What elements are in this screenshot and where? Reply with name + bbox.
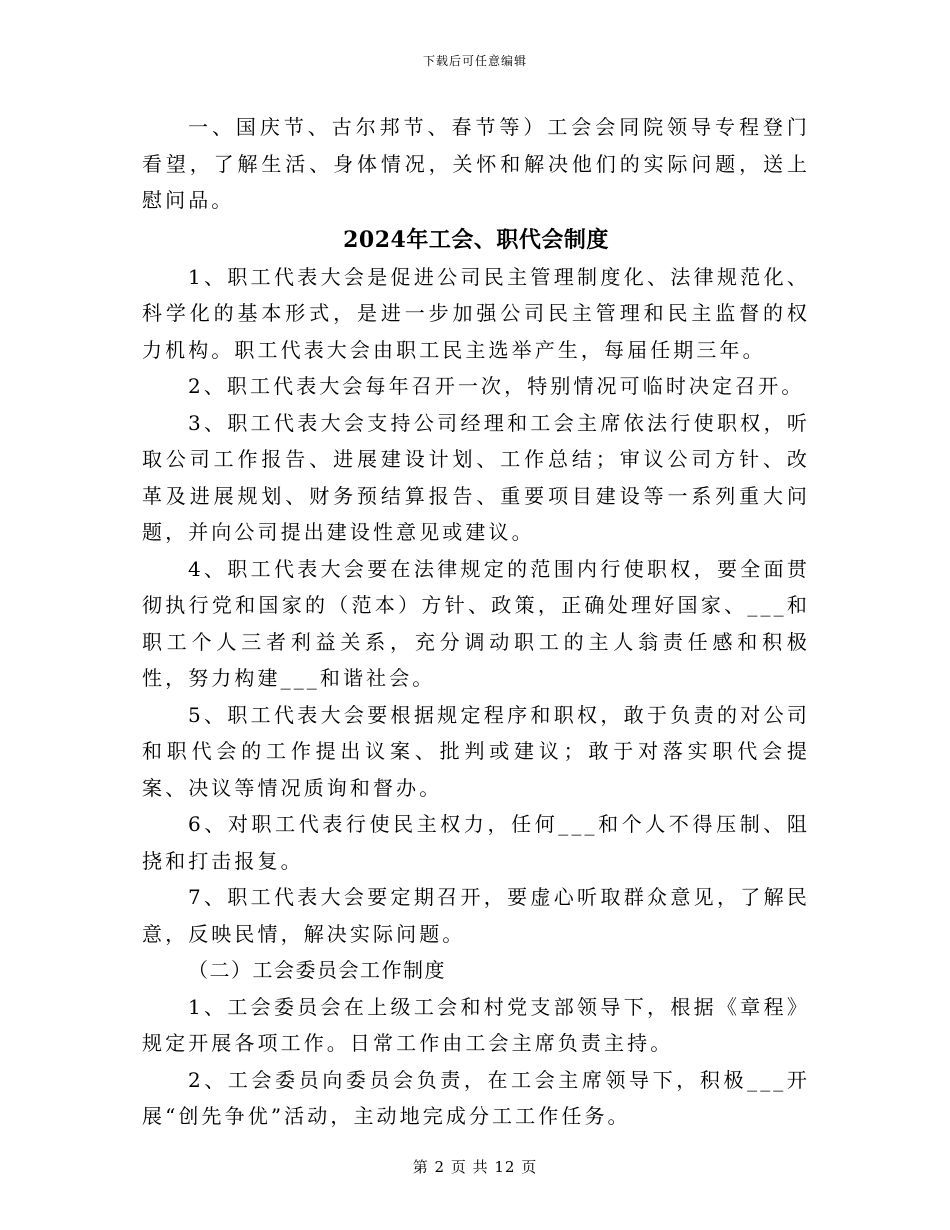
committee-paragraph-1: 1、工会委员会在上级工会和村党支部领导下，根据《章程》规定开展各项工作。日常工作由工会主席负责主持。: [142, 994, 810, 1055]
section-subheading: （二）工会委员会工作制度: [188, 958, 446, 982]
paragraph-6: 6、对职工代表行使民主权力，任何___和个人不得压制、阻挠和打击报复。: [142, 812, 810, 873]
document-body: [142, 109, 810, 1135]
paragraph-2: 2、职工代表大会每年召开一次，特别情况可临时决定召开。: [188, 374, 805, 398]
page-number: 第 2 页 共 12 页: [412, 1158, 538, 1176]
header-note: 下载后可任意编辑: [422, 54, 527, 68]
paragraph-1: 1、职工代表大会是促进公司民主管理制度化、法律规范化、科学化的基本形式，是进一步加强公司民主管理和民主监督的权力机构。职工代表大会由职工民主选举产生，每届任期三年。: [142, 264, 810, 362]
paragraph-4: 4、职工代表大会要在法律规定的范围内行使职权，要全面贯彻执行党和国家的（范本）方针、政策，正确处理好国家、___和职工个人三者利益关系，充分调动职工的主人翁责任感和积极性，努力构建___和谐社会。: [142, 556, 810, 690]
paragraph-5: 5、职工代表大会要根据规定程序和职权，敢于负责的对公司和职代会的工作提出议案、批判或建议；敢于对落实职代会提案、决议等情况质询和督办。: [142, 702, 810, 800]
paragraph-3: 3、职工代表大会支持公司经理和工会主席依法行使职权，听取公司工作报告、进展建设计划、工作总结；审议公司方针、改革及进展规划、财务预结算报告、重要项目建设等一系列重大问题，并向公司提出建设性意见或建议。: [142, 410, 810, 544]
paragraph-7: 7、职工代表大会要定期召开，要虚心听取群众意见，了解民意，反映民情，解决实际问题。: [142, 885, 810, 946]
intro-paragraph: 一、国庆节、古尔邦节、春节等）工会会同院领导专程登门看望，了解生活、身体情况，关怀和解决他们的实际问题，送上慰问品。: [142, 115, 810, 212]
document-title: 2024年工会、职代会制度: [343, 226, 609, 253]
committee-paragraph-2: 2、工会委员向委员会负责，在工会主席领导下，积极___开展“创先争优”活动，主动地完成分工工作任务。: [142, 1067, 810, 1128]
